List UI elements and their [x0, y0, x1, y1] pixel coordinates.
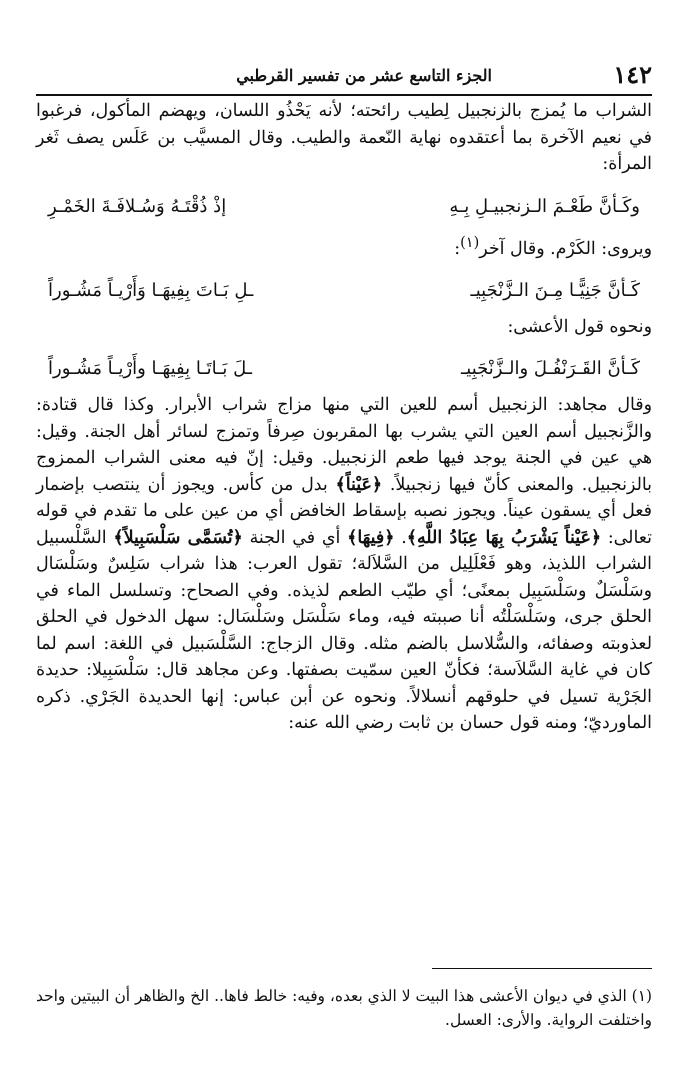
commentary-part-4: أي في الجنة — [249, 527, 341, 548]
verse-1-second-hemistich: إذْ ذُقْتَـهُ وَسُـلافَـةَ الخَمْـرِ — [48, 195, 227, 217]
commentary-part-3: . — [401, 527, 407, 548]
verse-2-second-hemistich: ـلِ بَـاتَ بِفِيهَـا وَأَرْيـاً مَشُـوراً — [48, 279, 254, 301]
footnotes — [36, 984, 652, 1032]
commentary-part-1: وقال مجاهد: الزنجبيل أسم للعين التي منها مزاج شراب الأبرار. وكذا قال قتادة: والزَّنجبيل أسم العين التي يشرب بها المقربون صِرفاً وتمزج لسائر أهل الجنة. وقيل: هي عين في الجنة يوجد فيها طعم الزنجبيل. وقيل: إنّ فيه معنى الشراب الممزوج بالزنجبيل. والمعنى كأنّ فيها زنجبيلاً. — [36, 395, 653, 495]
quran-word-aynan: ﴿عَيْناً﴾ — [335, 474, 383, 495]
running-title: الجزء التاسع عشر من تفسير القرطبي — [236, 66, 492, 85]
verse-2 — [48, 276, 640, 306]
commentary-paragraph — [36, 392, 652, 737]
verse-3 — [48, 354, 640, 384]
verse-1 — [48, 192, 640, 222]
riwaya-text: ويروى: الكَرْم. وقال آخر — [479, 238, 652, 259]
verse-2-first-hemistich: كَـأنَّ جَنِيًّـا مِـنَ الـزَّنْجَبِيـ — [470, 279, 640, 301]
verse-3-second-hemistich: ـلَ بَـاتَـا بِفِيهَـا وأَرْيـاً مَشُـوراً — [48, 358, 253, 380]
footnote-marker: (١) — [460, 234, 480, 251]
verse-1-first-hemistich: وكَـأنَّ طَعْـمَ الـزنجبيـلِ بِـهِ — [449, 195, 640, 217]
page-number: ١٤٢ — [613, 60, 652, 89]
quran-word-fiha: ﴿فِيهَا﴾ — [347, 527, 395, 548]
riwaya-colon: : — [454, 238, 461, 259]
commentary-part-2: بدل من كأس. ويجوز أن ينتصب بإضمار فعل أي يسقون عيناً. ويجوز نصبه بإسقاط الخافض أي من عين على ما تقدم في قوله تعالى: — [36, 474, 653, 548]
verse-3-first-hemistich: كَـأنَّ القَـرَنْفُـلَ والـزَّنْجَبِيـ — [461, 358, 640, 380]
quran-word-tusamma: ﴿تُسَمَّى سَلْسَبِيلاً﴾ — [113, 527, 243, 548]
page-header — [36, 52, 652, 96]
header-rule — [36, 94, 652, 96]
quran-verse-quote: ﴿عَيْناً يَشْرَبُ بِهَا عِبَادُ اللَّهِ﴾ — [406, 527, 602, 548]
footnote-1: (١) الذي في ديوان الأعشى هذا البيت لا الذي بعده، وفيه: خالط فاها.. الخ والظاهر أن البيتين واحد واختلفت الرواية. والأرى: العسل. — [36, 987, 652, 1029]
riwaya-line — [36, 230, 652, 262]
footnote-separator — [432, 968, 652, 969]
asha-line: ونحوه قول الأعشى: — [507, 316, 652, 337]
commentary-part-5: السَّلْسبيل الشراب اللذيذ، وهو فَعْلَلِيل من السَّلاَلة؛ تقول العرب: هذا شراب سَلِسٌ وسَلْسَال وسَلْسَلٌ وسَلْسَبِيل بمعنًى؛ أي طيّب الطعم لذيذه. وفي الصحاح: وتسلسل الماء في الحلق جرى، وسَلْسَلْتُه أنا صببته فيه، وماء سَلْسَل وسَلْسَال: سهل الدخول في الحلق لعذوبته وصفائه، والسُّلاسل بالضم مثله. وقال الزجاج: السَّلْسَبيل في اللغة: اسم لما كان في غاية السَّلاَسة؛ فكأنّ العين سمّيت بصفتها. وعن مجاهد قال: سَلْسَبِيلا: حديدة الجَرْية تسيل في حلوقهم أنسلالاً. ونحوه عن أبن عباس: إنها الحديدة الجَرْي. ذكره الماورديّ؛ ومنه قول حسان بن ثابت رضي الله عنه: — [36, 527, 652, 734]
page-body — [36, 98, 652, 737]
intro-paragraph: الشراب ما يُمزج بالزنجبيل لِطيب رائحته؛ لأنه يَحْذُو اللسان، ويهضم المأكول، فرغبوا في نعيم الآخرة بما أعتقدوه نهاية النّعمة والطيب. وقال المسيَّب بن عَلَس يصف ثَغر المرأة: — [36, 101, 652, 174]
